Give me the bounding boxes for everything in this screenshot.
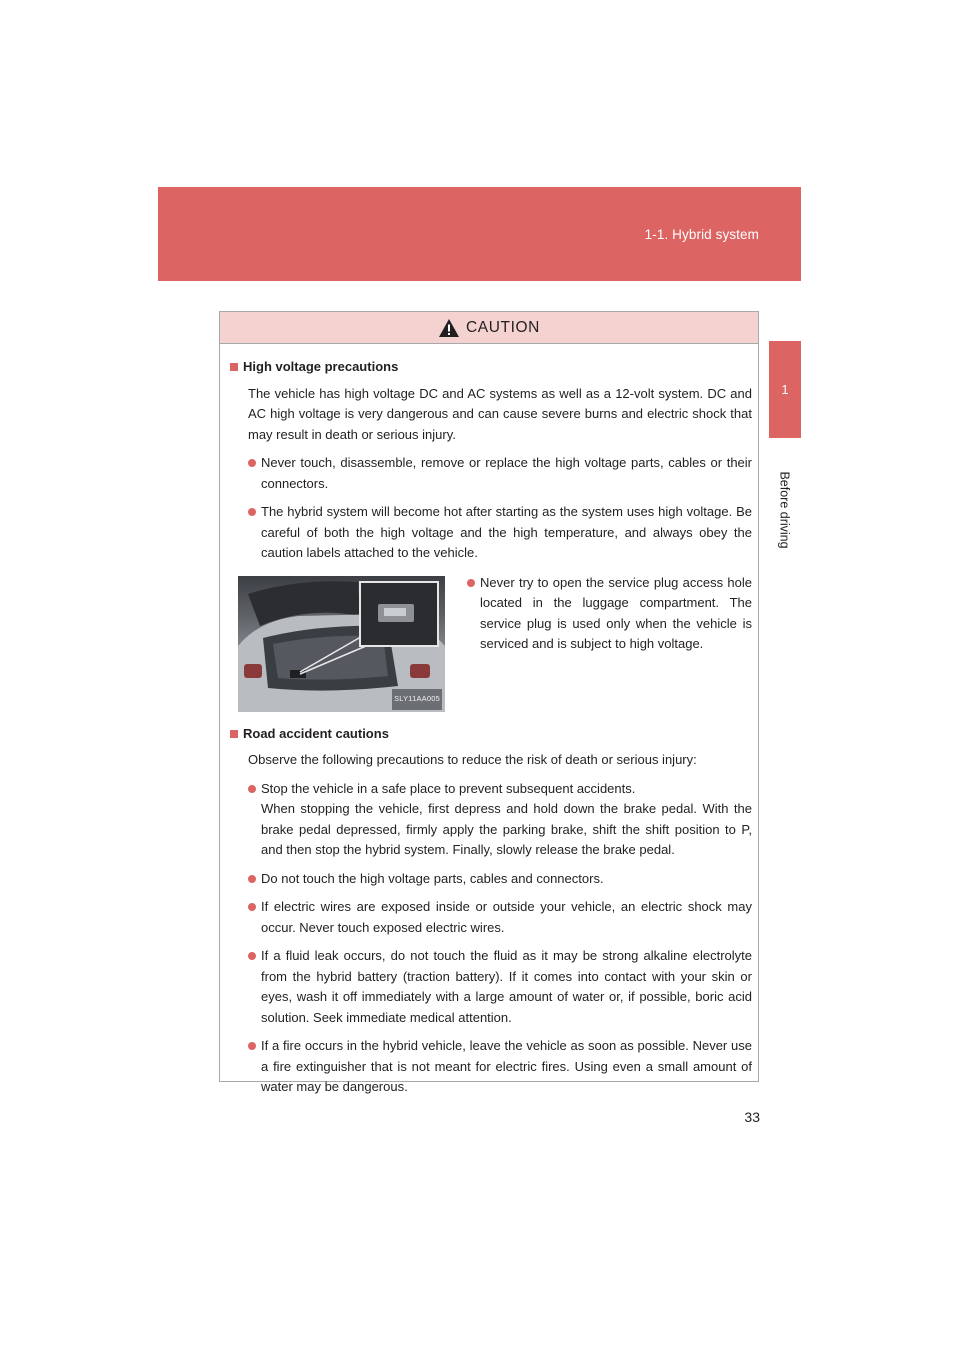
list-item-text: Do not touch the high voltage parts, cables and connectors.: [261, 870, 604, 886]
caution-header: [220, 312, 758, 344]
round-bullet-icon: [467, 579, 475, 587]
list-item: [248, 897, 752, 938]
header-band: [158, 187, 801, 281]
section-title: 1-1. Hybrid system: [644, 227, 759, 242]
list-item: [248, 869, 752, 890]
list-item: [248, 502, 752, 564]
list-item-text: If electric wires are exposed inside or outside your vehicle, an electric shock may occur. Never touch exposed electric wires.: [261, 899, 752, 935]
list-item-text: If a fire occurs in the hybrid vehicle, leave the vehicle as soon as possible. Never use a fire extinguisher that is not meant for electric fires. Using even a small amount of water may be dangerous.: [261, 1038, 752, 1094]
chapter-number: 1: [781, 382, 789, 397]
section-heading-text: Road accident cautions: [243, 725, 389, 741]
list-item: [248, 779, 752, 861]
list-item: [248, 453, 752, 494]
section-heading: [230, 724, 752, 745]
page-number: 33: [744, 1109, 760, 1125]
round-bullet-icon: [248, 508, 256, 516]
round-bullet-icon: [248, 785, 256, 793]
chapter-tab: [769, 341, 801, 438]
caution-content: [220, 344, 758, 1098]
section-heading: [230, 357, 752, 378]
list-item-text: If a fluid leak occurs, do not touch the fluid as it may be strong alkaline electrolyte from the hybrid battery (traction battery). If it comes into contact with your skin or eyes, wash it off immediately with a large amount of water or, if possible, boric acid solution. Seek immediate medical attention.: [261, 948, 752, 1025]
round-bullet-icon: [248, 903, 256, 911]
section-intro: Observe the following precautions to reduce the risk of death or serious injury:: [248, 752, 697, 767]
list-item-text: Never try to open the service plug access hole located in the luggage compartment. The service plug is used only when the vehicle is serviced and is subject to high voltage.: [480, 574, 752, 651]
list-item-lead: Stop the vehicle in a safe place to prevent subsequent accidents.: [261, 780, 636, 796]
list-item: [248, 1036, 752, 1098]
section-intro: The vehicle has high voltage DC and AC systems as well as a 12-volt system. DC and AC high voltage is very dangerous and can cause severe burns and electric shock that may result in death or serious injury.: [248, 385, 752, 442]
warning-triangle-icon: [438, 318, 460, 338]
list-item-text: Never touch, disassemble, remove or replace the high voltage parts, cables or their connectors.: [261, 455, 752, 491]
list-item-text: [261, 779, 752, 861]
round-bullet-icon: [248, 875, 256, 883]
section-heading-text: High voltage precautions: [243, 359, 399, 374]
chapter-label: [766, 455, 804, 565]
round-bullet-icon: [248, 459, 256, 467]
image-code: SLY11AA005: [392, 689, 442, 710]
list-item: [248, 946, 752, 1028]
luggage-compartment-photo: [238, 576, 445, 712]
square-bullet-icon: [230, 363, 238, 371]
list-item: [467, 573, 752, 712]
caution-title: CAUTION: [466, 318, 540, 336]
chapter-label-text: Before driving: [778, 471, 792, 549]
round-bullet-icon: [248, 952, 256, 960]
image-row: [238, 576, 752, 712]
list-item-text: The hybrid system will become hot after starting as the system uses high voltage. Be careful of both the high voltage and the high temperature, and always obey the caution labels attached to the vehicle.: [261, 504, 752, 560]
round-bullet-icon: [248, 1042, 256, 1050]
caution-box: [219, 311, 759, 1094]
list-item-detail: When stopping the vehicle, first depress and hold down the brake pedal. With the brake pedal depressed, firmly apply the parking brake, shift the shift position to P, and then stop the hybrid system. Finally, slowly release the brake pedal.: [261, 801, 752, 857]
square-bullet-icon: [230, 730, 238, 738]
